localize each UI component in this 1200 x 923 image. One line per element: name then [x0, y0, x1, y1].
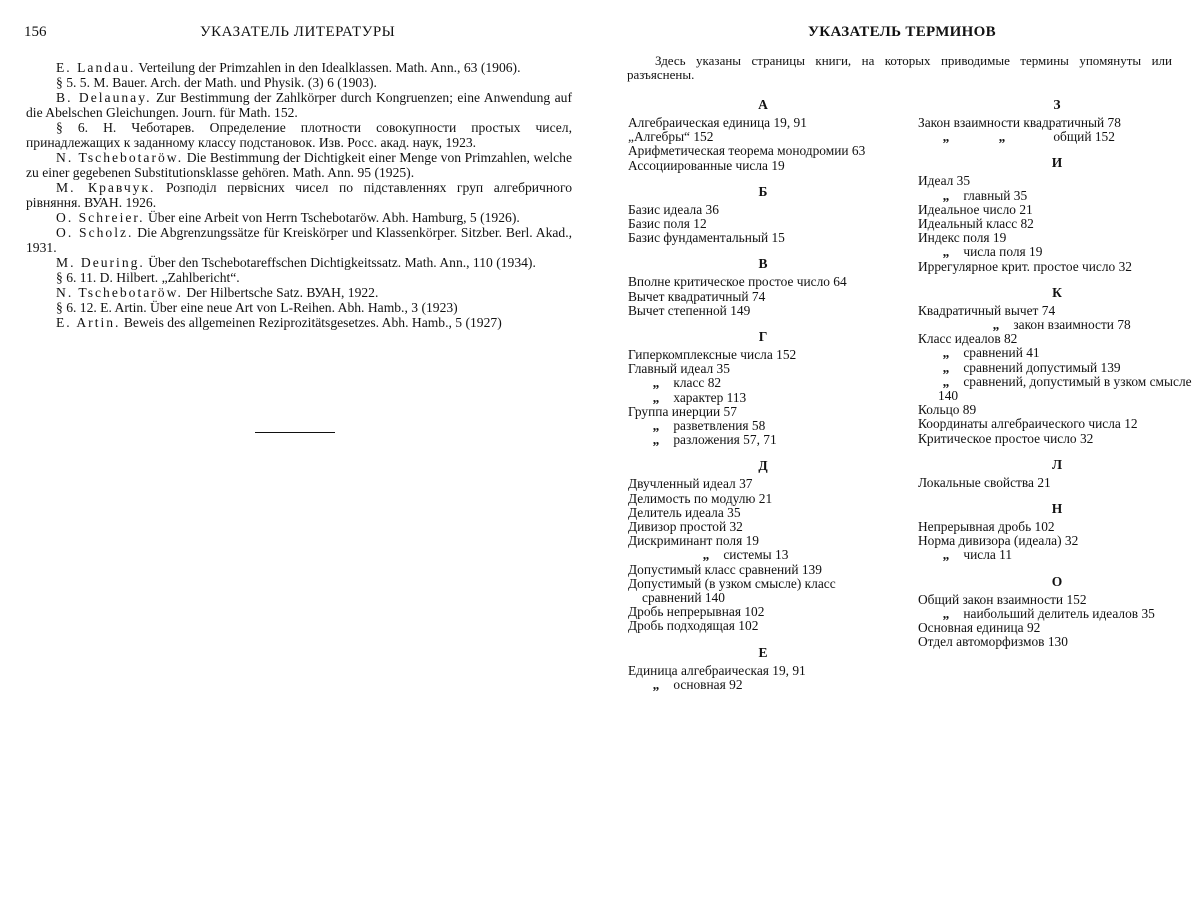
index-subentry — [628, 419, 898, 433]
index-subentry — [918, 130, 1196, 144]
index-entry: Вполне критическое простое число 64 — [628, 274, 847, 290]
index-subentry — [628, 548, 898, 562]
page-number: 156 — [24, 24, 47, 40]
reference-text: § 5. 5. M. Bauer. Arch. der Math. und Physik. (3) 6 (1903). — [56, 75, 377, 90]
reference-author: O. Scholz. — [56, 225, 134, 240]
index-entry: Алгебраическая единица 19, 91 — [628, 115, 807, 130]
index-subentry — [918, 245, 1196, 259]
index-entry: Допустимый (в узком смысле) класс сравнений 140 — [628, 575, 836, 606]
index-subentry — [918, 361, 1196, 375]
reference-entry — [26, 285, 572, 300]
index-subentry — [918, 607, 1196, 621]
index-letter-heading: З — [1053, 97, 1061, 112]
index-entry: Кольцо 89 — [918, 402, 977, 418]
ditto-mark: „ — [942, 359, 950, 375]
ditto-mark: „ — [652, 676, 660, 692]
index-letter-heading: И — [1051, 155, 1063, 171]
reference-author: M. Deuring. — [56, 255, 145, 270]
section-gap — [918, 649, 1196, 657]
index-entry: Вычет степенной 149 — [628, 302, 751, 318]
index-subentry-text: характер 113 — [670, 389, 747, 405]
index-entry: Главный идеал 35 — [628, 361, 730, 377]
reference-author: E. Landau. — [56, 60, 136, 75]
index-column-right — [918, 94, 1196, 657]
index-entry: Общий закон взаимности 152 — [918, 591, 1087, 607]
ditto-mark: „ — [942, 373, 950, 389]
index-subentry-text: числа 11 — [960, 547, 1013, 563]
index-subentry-text: общий 152 — [1050, 129, 1115, 145]
index-subentry — [628, 391, 898, 405]
section-gap — [628, 634, 898, 642]
reference-author: B. Delaunay. — [56, 90, 152, 105]
reference-author: E. Artin. — [56, 315, 121, 330]
section-gap — [628, 245, 898, 253]
index-entry: Иррегулярное крит. простое число 32 — [918, 258, 1132, 274]
reference-author: М. Кравчук. — [56, 180, 156, 195]
index-entry: Непрерывная дробь 102 — [918, 519, 1055, 535]
reference-text: Zur Bestimmung der Zahlkörper durch Kongruenzen; eine Anwendung auf die Abelschen Gleichungen. Journ. für Math. 152. — [26, 90, 573, 120]
ditto-mark: „ — [652, 375, 660, 391]
index-entry: Класс идеалов 82 — [918, 331, 1018, 347]
index-entry: Базис фундаментальный 15 — [628, 230, 785, 246]
index-entry: Дискриминант поля 19 — [628, 533, 759, 549]
index-subentry-text: наибольший делитель идеалов 35 — [960, 605, 1155, 621]
reference-text: Über den Tschebotareffschen Dichtigkeitssatz. Math. Ann., 110 (1934). — [144, 255, 536, 270]
index-subentry — [918, 375, 1196, 403]
index-subentry-text: закон взаимности 78 — [1010, 317, 1131, 333]
index-subentry-text: основная 92 — [670, 676, 743, 692]
ditto-mark: „ — [702, 547, 710, 563]
ditto-mark: „ — [942, 547, 950, 563]
section-gap — [918, 274, 1196, 282]
section-gap — [628, 318, 898, 326]
ditto-mark: „ — [998, 129, 1006, 145]
section-gap — [918, 563, 1196, 571]
reference-text: § 6. Н. Чеботарев. Определение плотности совокупности простых чисел, принадлежащих к заданному классу подстановок. Изв. Росс. акад. наук, 1923. — [26, 120, 572, 150]
index-entry: Идеал 35 — [918, 173, 971, 189]
index-letter-heading: К — [1052, 284, 1062, 300]
index-subentry-text: сравнений, допустимый в узком смысле 140 — [938, 373, 1192, 404]
index-entry: Дробь подходящая 102 — [628, 618, 759, 634]
ditto-mark: „ — [942, 605, 950, 621]
index-letter-heading: Е — [758, 644, 768, 660]
index-subentry-text: класс 82 — [670, 375, 722, 391]
reference-entry — [26, 270, 572, 285]
index-entry: Базис поля 12 — [628, 216, 707, 232]
ditto-mark: „ — [652, 418, 660, 434]
index-subentry-text: числа поля 19 — [960, 244, 1043, 260]
index-letter-heading: Л — [1051, 456, 1063, 472]
index-letter-heading: А — [758, 97, 768, 112]
reference-author: N. Tschebotaröw. — [56, 285, 183, 300]
index-letter-heading: Б — [758, 183, 768, 199]
reference-text: Der Hilbertsche Satz. ВУАН, 1922. — [182, 285, 379, 300]
index-entry: Дробь непрерывная 102 — [628, 604, 765, 620]
end-rule — [255, 432, 335, 433]
reference-entry — [26, 75, 572, 90]
reference-entry — [26, 300, 572, 315]
index-entry: Координаты алгебраического числа 12 — [918, 416, 1138, 432]
reference-text: Розподiл первiсних чисел по пiдставленнях груп алгебричного рiвняння. ВУАН. 1926. — [26, 180, 572, 210]
running-head-bibliography: УКАЗАТЕЛЬ ЛИТЕРАТУРЫ — [200, 24, 396, 40]
index-subentry-text: разложения 57, 71 — [670, 432, 777, 448]
index-letter-heading: Г — [758, 329, 768, 345]
index-entry: Ассоциированные числа 19 — [628, 157, 785, 173]
index-subentry-text: системы 13 — [720, 547, 789, 563]
index-subentry-text: сравнений 41 — [960, 345, 1040, 361]
section-gap — [918, 144, 1196, 152]
reference-entry — [26, 180, 572, 210]
index-entry: Идеальное число 21 — [918, 201, 1033, 217]
index-subentry-text: разветвления 58 — [670, 418, 766, 434]
index-entry: Базис идеала 36 — [628, 201, 719, 217]
bibliography-list — [26, 60, 572, 330]
ditto-mark: „ — [652, 389, 660, 405]
index-subentry — [918, 189, 1196, 203]
index-column-left — [628, 94, 898, 700]
reference-text: Die Abgrenzungssätze für Kreiskörper und Klassenkörper. Sitzber. Berl. Akad., 1931. — [26, 225, 572, 255]
ditto-mark: „ — [942, 187, 950, 203]
index-entry: Отдел автоморфизмов 130 — [918, 634, 1068, 650]
right-page — [600, 0, 1200, 923]
index-subentry — [918, 346, 1196, 360]
index-entry: Двучленный идеал 37 — [628, 476, 753, 492]
reference-entry — [26, 150, 572, 180]
reference-text: § 6. 12. E. Artin. Über eine neue Art von L-Reihen. Abh. Hamb., 3 (1923) — [56, 300, 458, 315]
index-subentry-text: сравнений допустимый 139 — [960, 359, 1121, 375]
index-letter-heading: Н — [1051, 501, 1063, 517]
section-gap — [628, 692, 898, 700]
ditto-mark: „ — [992, 317, 1000, 333]
index-entry: Группа инерции 57 — [628, 403, 737, 419]
index-subentry — [628, 433, 898, 447]
index-letter-heading: В — [758, 256, 768, 272]
running-head-index: УКАЗАТЕЛЬ ТЕРМИНОВ — [808, 24, 996, 40]
section-gap — [918, 446, 1196, 454]
index-entry: Идеальный класс 82 — [918, 216, 1034, 232]
reference-entry — [26, 225, 572, 255]
index-entry: Единица алгебраическая 19, 91 — [628, 662, 806, 678]
index-letter-heading: О — [1051, 573, 1063, 589]
index-entry: Делитель идеала 35 — [628, 504, 741, 520]
index-entry: „Алгебры“ 152 — [628, 129, 714, 145]
reference-entry — [26, 255, 572, 270]
index-entry: Дивизор простой 32 — [628, 519, 743, 535]
reference-entry — [26, 90, 572, 120]
index-entry: Вычет квадратичный 74 — [628, 288, 766, 304]
index-letter-heading: Д — [758, 458, 768, 474]
reference-entry — [26, 315, 572, 330]
section-gap — [628, 173, 898, 181]
index-subentry — [918, 548, 1196, 562]
index-entry: Гиперкомплексные числа 152 — [628, 347, 797, 363]
reference-entry — [26, 120, 572, 150]
section-gap — [918, 490, 1196, 498]
index-entry: Делимость по модулю 21 — [628, 490, 773, 506]
index-entry: Арифметическая теорема монодромии 63 — [628, 143, 866, 159]
index-entry: Закон взаимности квадратичный 78 — [918, 115, 1121, 130]
index-entry: Критическое простое число 32 — [918, 430, 1094, 446]
reference-text: Über eine Arbeit von Herrn Tschebotaröw. Abh. Hamburg, 5 (1926). — [144, 210, 520, 225]
reference-author: N. Tschebotaröw. — [56, 150, 184, 165]
index-subentry — [918, 318, 1196, 332]
reference-text: Die Bestimmung der Dichtigkeit einer Menge von Primzahlen, welche zu einer gegebenen Substitutionsklasse gehören. Math. Ann. 95 (1925). — [26, 150, 573, 180]
index-entry: Норма дивизора (идеала) 32 — [918, 533, 1079, 549]
reference-text: § 6. 11. D. Hilbert. „Zahlbericht“. — [56, 270, 240, 285]
index-entry: Основная единица 92 — [918, 620, 1041, 636]
index-subentry — [628, 678, 898, 692]
reference-text: Beweis des allgemeinen Reziprozitätsgesetzes. Abh. Hamb., 5 (1927) — [120, 315, 502, 330]
reference-author: O. Schreier. — [56, 210, 145, 225]
index-intro: Здесь указаны страницы книги, на которых приводимые термины упомянуты или разъяснены. — [627, 53, 1172, 82]
index-entry: Индекс поля 19 — [918, 230, 1007, 246]
index-entry: Локальные свойства 21 — [918, 474, 1051, 490]
reference-entry — [26, 60, 572, 75]
ditto-mark: „ — [942, 345, 950, 361]
index-subentry-text: главный 35 — [960, 187, 1028, 203]
index-entry: Допустимый класс сравнений 139 — [628, 561, 822, 577]
reference-text: Verteilung der Primzahlen in den Idealklassen. Math. Ann., 63 (1906). — [135, 60, 521, 75]
index-entry: Квадратичный вычет 74 — [918, 302, 1056, 318]
ditto-mark: „ — [652, 432, 660, 448]
section-gap — [628, 447, 898, 455]
ditto-mark: „ — [942, 129, 950, 145]
index-subentry — [628, 376, 898, 390]
reference-entry — [26, 210, 572, 225]
ditto-mark: „ — [942, 244, 950, 260]
